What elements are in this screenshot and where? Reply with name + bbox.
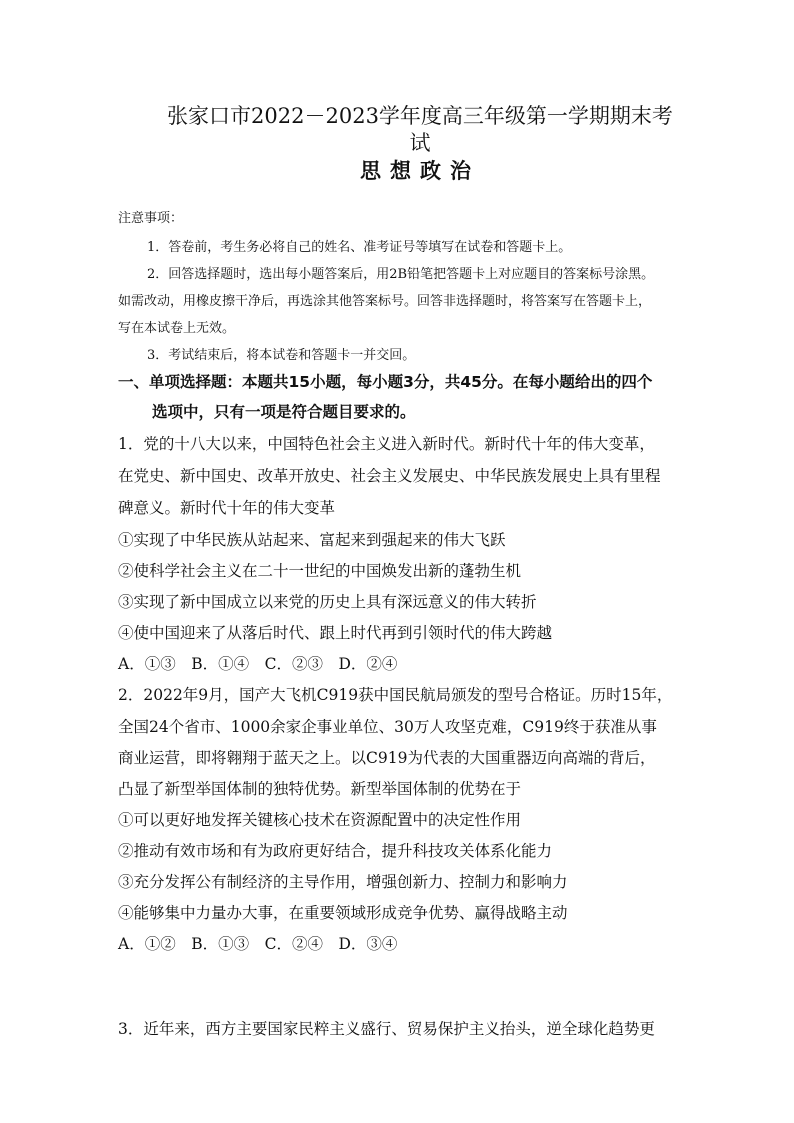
q2-option-4: ④能够集中力量办大事，在重要领域形成竞争优势、赢得战略主动 xyxy=(118,904,568,922)
notice-heading: 注意事项： xyxy=(118,211,184,226)
q1-choices: A．①③ B．①④ C．②③ D．②④ xyxy=(118,655,398,673)
exam-title-line2: 试 xyxy=(409,131,431,155)
q2-option-3: ③充分发挥公有制经济的主导作用，增强创新力、控制力和影响力 xyxy=(118,873,568,891)
q1-stem-line3: 碑意义。新时代十年的伟大变革 xyxy=(118,499,336,517)
q1-option-2: ②使科学社会主义在二十一世纪的中国焕发出新的蓬勃生机 xyxy=(118,562,522,580)
notice-item-3: 3．考试结束后，将本试卷和答题卡一并交回。 xyxy=(147,348,416,363)
notice-item-2-line2: 如需改动，用橡皮擦干净后，再选涂其他答案标号。回答非选择题时，将答案写在答题卡上， xyxy=(118,294,652,309)
q1-option-1: ①实现了中华民族从站起来、富起来到强起来的伟大飞跃 xyxy=(118,531,506,549)
notice-item-2-line1: 2．回答选择题时，选出每小题答案后，用2B铅笔把答题卡上对应题目的答案标号涂黑。 xyxy=(147,267,655,282)
q2-option-2: ②推动有效市场和有为政府更好结合，提升科技攻关体系化能力 xyxy=(118,842,553,860)
q1-option-3: ③实现了新中国成立以来党的历史上具有深远意义的伟大转折 xyxy=(118,593,537,611)
q2-stem-line1: 2．2022年9月，国产大飞机C919获中国民航局颁发的型号合格证。历时15年， xyxy=(118,686,673,704)
q2-stem-line4: 凸显了新型举国体制的独特优势。新型举国体制的优势在于 xyxy=(118,780,522,798)
exam-subject: 思想政治 xyxy=(360,159,480,183)
notice-item-1: 1．答卷前，考生务必将自己的姓名、准考证号等填写在试卷和答题卡上。 xyxy=(147,240,572,255)
exam-title-line1: 张家口市2022－2023学年度高三年级第一学期期末考 xyxy=(167,104,673,128)
q1-stem-line2: 在党史、新中国史、改革开放史、社会主义发展史、中华民族发展史上具有里程 xyxy=(118,467,661,485)
notice-item-2-line3: 写在本试卷上无效。 xyxy=(118,321,236,336)
q1-option-4: ④使中国迎来了从落后时代、跟上时代再到引领时代的伟大跨越 xyxy=(118,624,553,642)
section1-heading-line2: 选项中，只有一项是符合题目要求的。 xyxy=(152,403,416,421)
q1-stem-line1: 1．党的十八大以来，中国特色社会主义进入新时代。新时代十年的伟大变革， xyxy=(118,435,655,453)
q2-choices: A．①② B．①③ C．②④ D．③④ xyxy=(118,935,398,953)
section1-heading-line1: 一、单项选择题：本题共15小题，每小题3分，共45分。在每小题给出的四个 xyxy=(118,373,653,391)
q2-stem-line3: 商业运营，即将翱翔于蓝天之上。以C919为代表的大国重器迈向高端的背后， xyxy=(118,749,656,767)
q2-option-1: ①可以更好地发挥关键核心技术在资源配置中的决定性作用 xyxy=(118,811,522,829)
q2-stem-line2: 全国24个省市、1000余家企事业单位、30万人攻坚克难，C919终于获准从事 xyxy=(118,718,657,736)
q3-stem-line1: 3．近年来，西方主要国家民粹主义盛行、贸易保护主义抬头，逆全球化趋势更 xyxy=(118,1020,655,1038)
